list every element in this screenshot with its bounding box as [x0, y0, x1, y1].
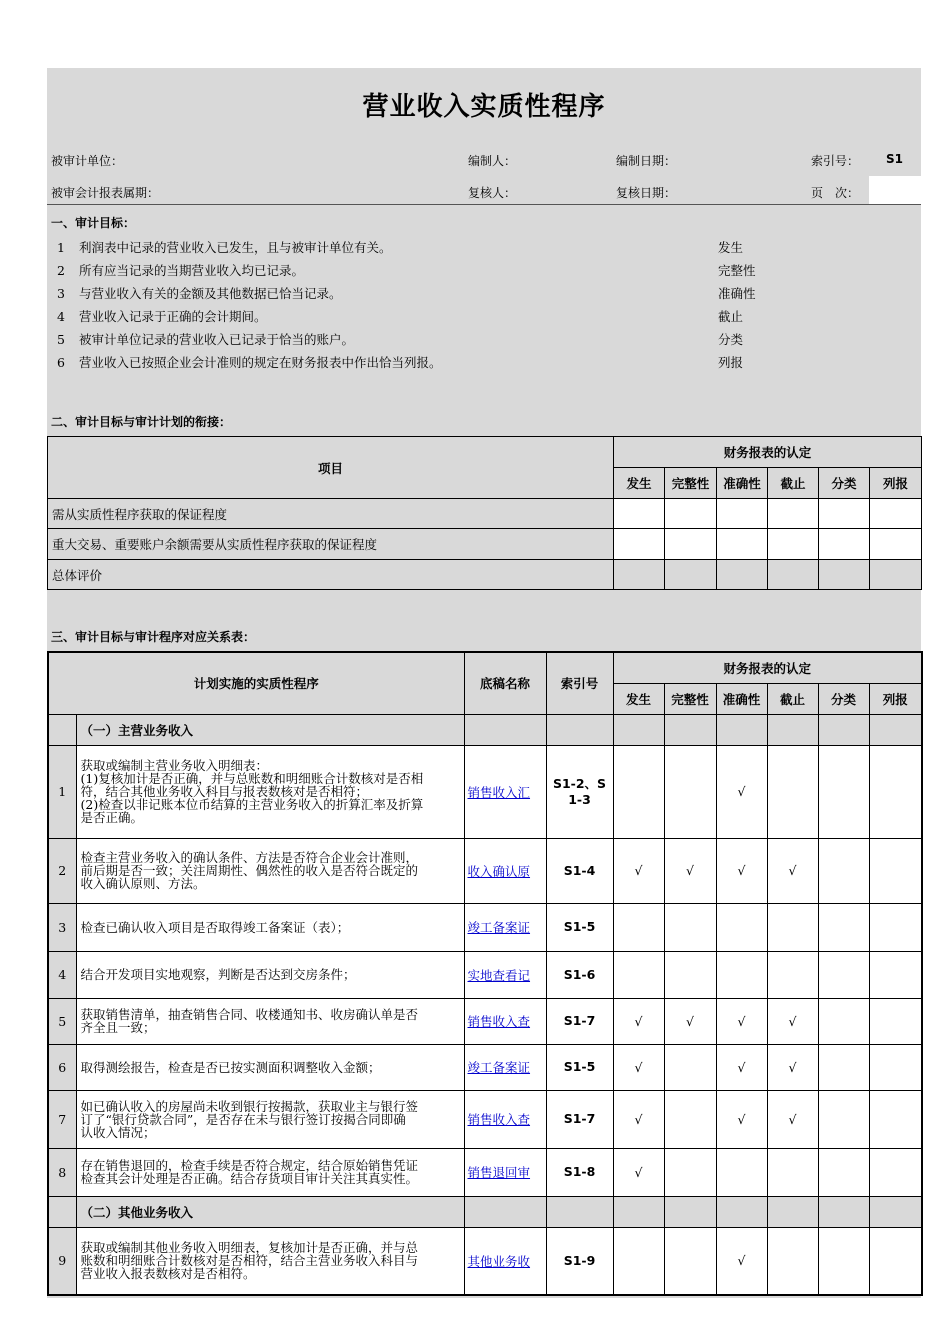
- assertion-check[interactable]: [818, 951, 869, 998]
- workpaper-index: S1-5: [546, 903, 613, 951]
- assertion-check[interactable]: [716, 903, 767, 951]
- assertion-header: 分类: [818, 683, 869, 714]
- workpaper-link[interactable]: 其他业务收: [464, 1227, 546, 1295]
- procedure-line: 取得测绘报告，检查是否已按实测面积调整收入金额；: [80, 1059, 381, 1075]
- assertion-check[interactable]: [664, 1227, 716, 1295]
- assertion-header: 列报: [870, 468, 922, 499]
- row-number: 9: [48, 1227, 76, 1295]
- assertion-check[interactable]: [818, 1090, 869, 1148]
- prep-date-label: 编制日期：: [616, 154, 677, 168]
- assertion-check[interactable]: [664, 1148, 716, 1196]
- assertion-check[interactable]: [869, 1227, 922, 1295]
- workpaper-index: S1-2、S1-3: [546, 745, 613, 838]
- procedure-line: 账数和明细账合计数核对是否相符，结合主营业务收入科目与: [80, 1253, 419, 1269]
- procedure-line: 认收入情况；: [80, 1124, 156, 1140]
- page-label: 页 次：: [811, 186, 860, 200]
- row-number: 4: [48, 951, 76, 998]
- procedure-line: 检查已确认收入项目是否取得竣工备案证（表）；: [80, 919, 350, 935]
- procedure-line: 获取销售清单，抽查销售合同、收楼通知书、收房确认单是否: [80, 1007, 419, 1022]
- assertion-header: 完整性: [664, 683, 716, 714]
- table-row: 需从实质性程序获取的保证程度: [48, 499, 922, 529]
- workpaper-index: S1-7: [546, 998, 613, 1044]
- procedure-line: 齐全且一致；: [80, 1020, 156, 1035]
- objective-item: 3 与营业收入有关的金额及其他数据已恰当记录。 准确性: [57, 286, 756, 301]
- assertion-header: 截止: [767, 683, 818, 714]
- objective-item: 2 所有应当记录的当期营业收入均已记录。 完整性: [57, 263, 756, 278]
- assertion-check[interactable]: [869, 1044, 922, 1090]
- assertion-check[interactable]: [716, 951, 767, 998]
- procedure-text: [76, 1227, 464, 1295]
- assertion-check[interactable]: [664, 951, 716, 998]
- assertion-check[interactable]: [818, 998, 869, 1044]
- procedure-text: [76, 838, 464, 903]
- assertion-check[interactable]: √: [767, 838, 818, 903]
- assertion-check[interactable]: [767, 951, 818, 998]
- workpaper-index: S1-5: [546, 1044, 613, 1090]
- objective-item: 4 营业收入记录于正确的会计期间。 截止: [57, 309, 744, 324]
- objectives-list: [47, 236, 921, 374]
- procedure-text: [76, 1090, 464, 1148]
- workpaper-link[interactable]: 销售收入查: [464, 1090, 546, 1148]
- procedure-text: [76, 1148, 464, 1196]
- assertion-check[interactable]: √: [767, 998, 818, 1044]
- assertion-header: 列报: [869, 683, 922, 714]
- worksheet: [47, 68, 921, 1298]
- assertion-check[interactable]: √: [613, 1044, 664, 1090]
- workpaper-link[interactable]: 销售收入查: [464, 998, 546, 1044]
- assertion-check[interactable]: √: [716, 998, 767, 1044]
- procedure-line: 存在销售退回的，检查手续是否符合规定，结合原始销售凭证: [80, 1158, 419, 1173]
- row-number: 1: [48, 745, 76, 838]
- row-number: 5: [48, 998, 76, 1044]
- objective-item: 6 营业收入已按照企业会计准则的规定在财务报表中作出恰当列报。 列报: [57, 355, 744, 370]
- procedure-line: 获取或编制其他业务收入明细表，复核加计是否正确，并与总: [80, 1240, 419, 1256]
- procedure-text: [76, 998, 464, 1044]
- workpaper-index: S1-7: [546, 1090, 613, 1148]
- section1-title: 一、审计目标：: [51, 216, 136, 230]
- assertion-check[interactable]: [613, 1227, 664, 1295]
- procedure-row: [48, 745, 922, 838]
- assertion-check[interactable]: [869, 903, 922, 951]
- assertion-check[interactable]: [767, 903, 818, 951]
- header-divider: [47, 204, 921, 205]
- procedure-line: 是否正确。: [80, 810, 144, 825]
- review-date-label: 复核日期：: [616, 186, 677, 200]
- row-number: 6: [48, 1044, 76, 1090]
- assertion-check[interactable]: [767, 745, 818, 838]
- assertion-check[interactable]: [869, 1090, 922, 1148]
- preparer-label: 编制人：: [468, 154, 517, 168]
- assertion-check[interactable]: [869, 838, 922, 903]
- index-header: 索引号: [546, 652, 613, 714]
- procedure-line: 获取或编制主营业务收入明细表：: [80, 758, 269, 773]
- assertion-group-header: 财务报表的认定: [613, 652, 922, 683]
- assertion-check[interactable]: √: [613, 1090, 664, 1148]
- assertion-header: 准确性: [717, 468, 768, 499]
- assertion-header: 发生: [614, 468, 665, 499]
- assertion-check[interactable]: [664, 903, 716, 951]
- workpaper-link[interactable]: 实地查看记: [464, 951, 546, 998]
- assertion-check[interactable]: √: [716, 1227, 767, 1295]
- procedure-text: [76, 745, 464, 838]
- procedure-line: 订了“银行贷款合同”，是否存在未与银行签订按揭合同即确: [80, 1111, 406, 1127]
- table-row: 重大交易、重要账户余额需要从实质性程序获取的保证程度: [48, 529, 922, 560]
- assertion-check[interactable]: √: [613, 838, 664, 903]
- assertion-check[interactable]: [613, 903, 664, 951]
- assertion-header: 截止: [768, 468, 819, 499]
- procedure-line: 检查其会计处理是否正确。结合存货项目审计关注其真实性。: [80, 1171, 419, 1186]
- procedure-header: 计划实施的实质性程序: [48, 652, 464, 714]
- procedure-mapping-table: [47, 651, 923, 1296]
- reviewer-label: 复核人：: [468, 186, 517, 200]
- assertion-check[interactable]: √: [613, 998, 664, 1044]
- item-header: 项目: [48, 437, 614, 499]
- assertion-check[interactable]: √: [664, 838, 716, 903]
- procedure-text: [76, 1044, 464, 1090]
- category-row: [48, 714, 922, 745]
- assertion-check[interactable]: √: [716, 838, 767, 903]
- assertion-check[interactable]: [664, 1090, 716, 1148]
- assertion-check[interactable]: √: [716, 1090, 767, 1148]
- assertion-check[interactable]: [716, 1148, 767, 1196]
- workpaper-index: S1-4: [546, 838, 613, 903]
- procedure-row: [48, 951, 922, 998]
- assertion-check[interactable]: [818, 1044, 869, 1090]
- assertion-check[interactable]: [767, 1227, 818, 1295]
- objective-item: 1 利润表中记录的营业收入已发生，且与被审计单位有关。 发生: [57, 240, 744, 255]
- assertion-header: 分类: [819, 468, 870, 499]
- assertion-header: 发生: [613, 683, 664, 714]
- workpaper-index: S1-8: [546, 1148, 613, 1196]
- workpaper-link[interactable]: 竣工备案证: [464, 903, 546, 951]
- procedure-row: [48, 838, 922, 903]
- plan-linkage-table: [47, 436, 922, 590]
- assertion-check[interactable]: [613, 951, 664, 998]
- assertion-check[interactable]: √: [716, 1044, 767, 1090]
- row-number: 3: [48, 903, 76, 951]
- assertion-check[interactable]: [869, 951, 922, 998]
- procedure-line: 结合开发项目实地观察，判断是否达到交房条件；: [80, 967, 356, 982]
- period-label: 被审会计报表属期：: [51, 186, 160, 200]
- assertion-check[interactable]: [664, 745, 716, 838]
- category-row: [48, 1196, 922, 1227]
- assertion-check[interactable]: [818, 838, 869, 903]
- workpaper-link[interactable]: 销售退回审: [464, 1148, 546, 1196]
- assertion-check[interactable]: [613, 745, 664, 838]
- index-value: S1: [886, 152, 903, 166]
- assertion-check[interactable]: [869, 745, 922, 838]
- assertion-check[interactable]: √: [767, 1044, 818, 1090]
- procedure-row: [48, 998, 922, 1044]
- assertion-check[interactable]: [818, 1227, 869, 1295]
- assertion-group-header: 财务报表的认定: [614, 437, 922, 468]
- procedure-row: [48, 1148, 922, 1196]
- procedure-text: [76, 951, 464, 998]
- procedure-line: 符，结合其他业务收入科目与报表数核对是否相符；: [80, 784, 369, 799]
- procedure-line: (1)复核加计是否正确，并与总账数和明细账合计数核对是否相: [80, 771, 424, 786]
- workpaper-link[interactable]: 销售收入汇: [464, 745, 546, 838]
- assertion-check[interactable]: [818, 745, 869, 838]
- assertion-check[interactable]: [869, 1148, 922, 1196]
- category-label: （一）主营业务收入: [76, 714, 464, 745]
- assertion-check[interactable]: √: [664, 998, 716, 1044]
- workpaper-index: S1-9: [546, 1227, 613, 1295]
- assertion-check[interactable]: √: [716, 745, 767, 838]
- procedure-row: [48, 1090, 922, 1148]
- assertion-header: 完整性: [665, 468, 717, 499]
- row-number: 2: [48, 838, 76, 903]
- workpaper-link[interactable]: 竣工备案证: [464, 1044, 546, 1090]
- page-number-box[interactable]: [869, 176, 921, 204]
- objective-item: 5 被审计单位记录的营业收入已记录于恰当的账户。 分类: [57, 332, 744, 347]
- assertion-check[interactable]: [818, 1148, 869, 1196]
- row-number: 7: [48, 1090, 76, 1148]
- procedure-line: 营业收入报表数核对是否相符。: [80, 1266, 256, 1282]
- assertion-check[interactable]: [818, 903, 869, 951]
- procedure-line: 检查主营业务收入的确认条件、方法是否符合企业会计准则，: [80, 850, 419, 865]
- workpaper-index: S1-6: [546, 951, 613, 998]
- procedure-line: (2)检查以非记账本位币结算的主营业务收入的折算汇率及折算: [80, 797, 424, 812]
- workpaper-header: 底稿名称: [464, 652, 546, 714]
- section3-title: 三、审计目标与审计程序对应关系表：: [51, 630, 256, 644]
- assertion-check[interactable]: [767, 1148, 818, 1196]
- section2-title: 二、审计目标与审计计划的衔接：: [51, 415, 232, 429]
- procedure-row: [48, 1227, 922, 1295]
- procedure-line: 如已确认收入的房屋尚未收到银行按揭款，获取业主与银行签: [80, 1098, 419, 1114]
- procedure-row: [48, 903, 922, 951]
- procedure-line: 收入确认原则、方法。: [80, 876, 206, 891]
- page-title: 营业收入实质性程序: [362, 92, 606, 122]
- procedure-row: [48, 1044, 922, 1090]
- assertion-check[interactable]: [869, 998, 922, 1044]
- table-row: 总体评价: [48, 560, 922, 590]
- assertion-check[interactable]: [664, 1044, 716, 1090]
- assertion-check[interactable]: √: [613, 1148, 664, 1196]
- procedure-line: 前后期是否一致；关注周期性、偶然性的收入是否符合既定的: [80, 863, 419, 878]
- entity-label: 被审计单位：: [51, 154, 124, 168]
- workpaper-link[interactable]: 收入确认原: [464, 838, 546, 903]
- category-label: （二）其他业务收入: [76, 1196, 464, 1227]
- assertion-header: 准确性: [716, 683, 767, 714]
- assertion-check[interactable]: √: [767, 1090, 818, 1148]
- row-number: 8: [48, 1148, 76, 1196]
- index-label: 索引号：: [811, 154, 860, 168]
- procedure-text: [76, 903, 464, 951]
